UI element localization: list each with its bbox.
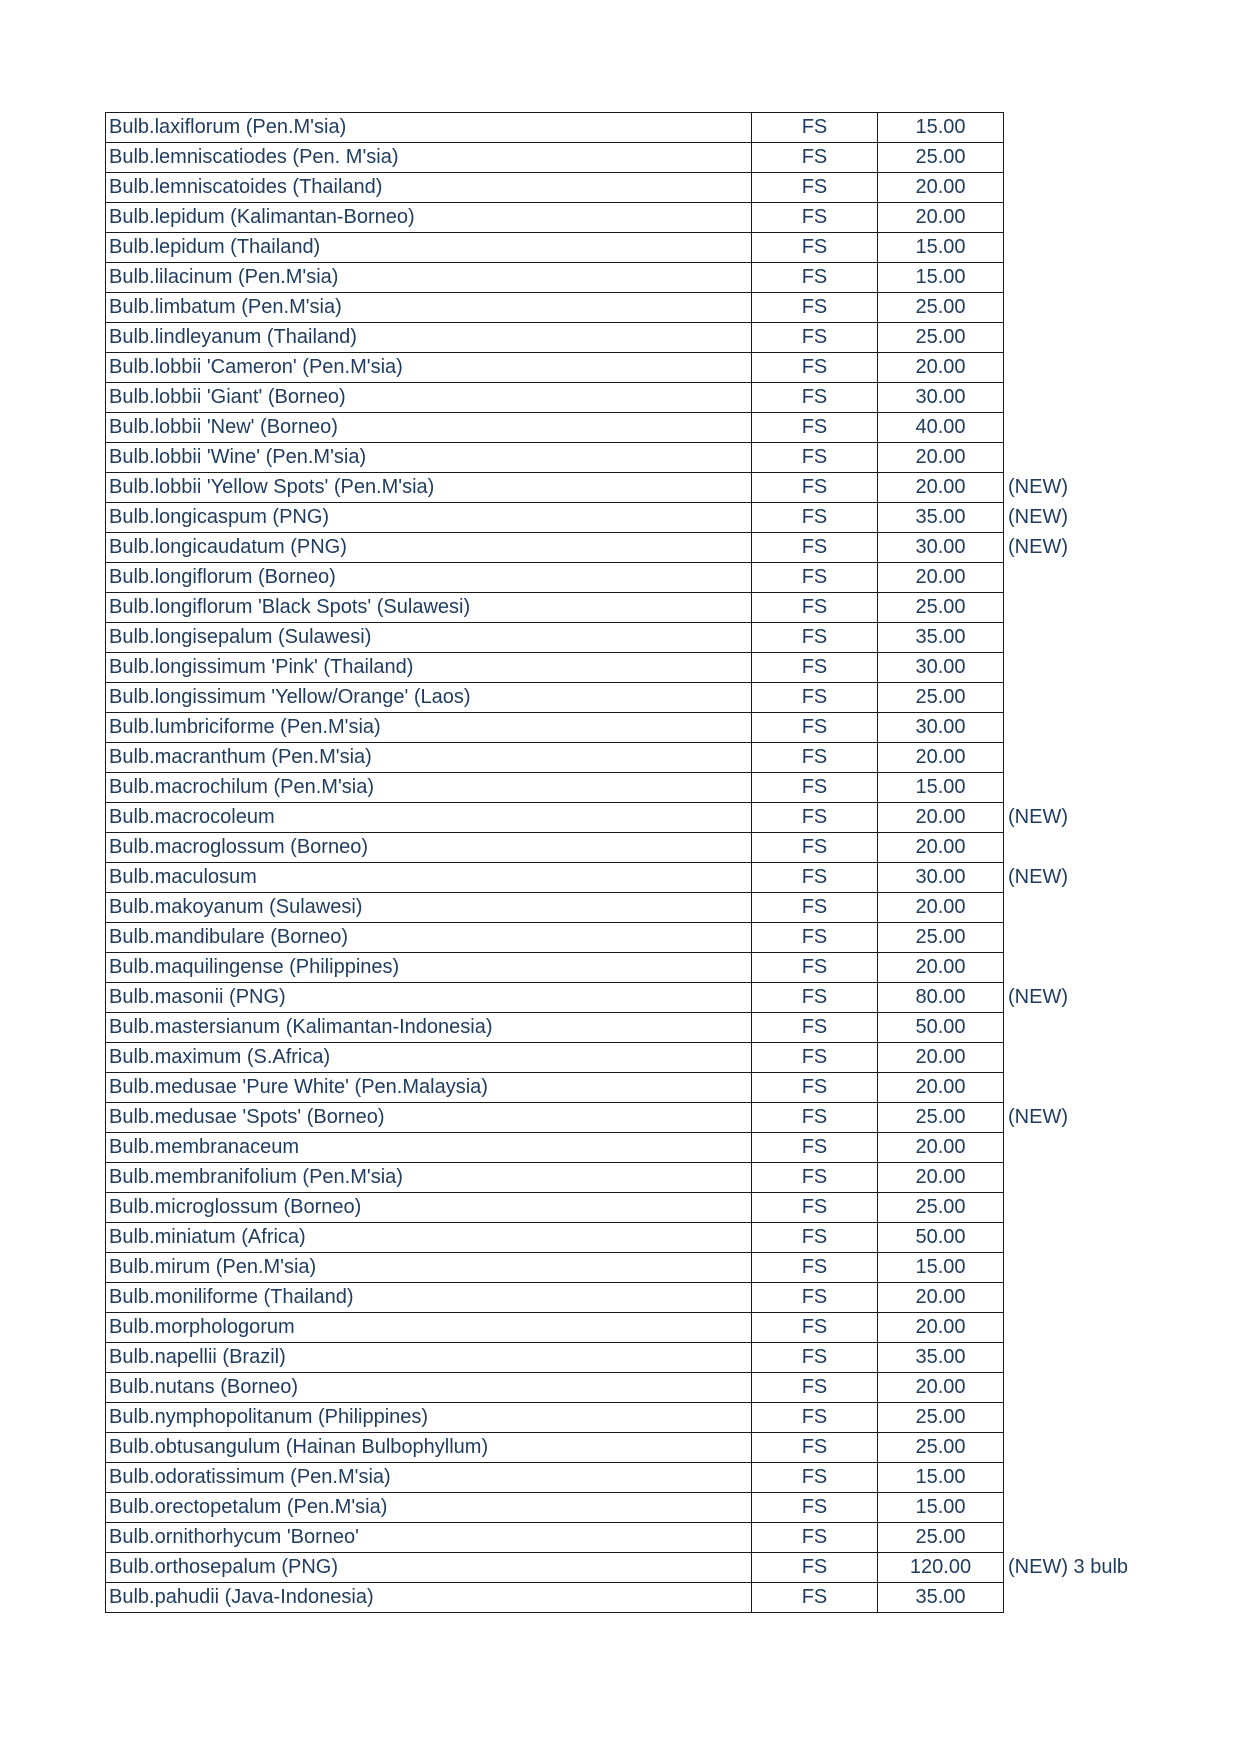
species-name-cell: Bulb.limbatum (Pen.M'sia) xyxy=(106,293,752,323)
note-cell xyxy=(1004,443,1149,473)
note-cell xyxy=(1004,563,1149,593)
table-row xyxy=(106,473,1149,503)
code-cell: FS xyxy=(752,1343,878,1373)
code-cell: FS xyxy=(752,1313,878,1343)
price-cell: 30.00 xyxy=(878,533,1004,563)
note-cell xyxy=(1004,1193,1149,1223)
note-cell xyxy=(1004,1163,1149,1193)
note-cell: (NEW) xyxy=(1008,1106,1068,1128)
species-name-cell: Bulb.longisepalum (Sulawesi) xyxy=(106,623,752,653)
species-name-cell: Bulb.macroglossum (Borneo) xyxy=(106,833,752,863)
table-row xyxy=(106,743,1149,773)
note-cell xyxy=(1004,1493,1149,1523)
price-cell: 25.00 xyxy=(878,1193,1004,1223)
code-cell: FS xyxy=(752,263,878,293)
note-cell: (NEW) 3 bulb xyxy=(1008,1556,1129,1578)
note-cell xyxy=(1004,1403,1149,1433)
species-name-cell: Bulb.lobbii 'Cameron' (Pen.M'sia) xyxy=(106,353,752,383)
note-cell xyxy=(1004,1313,1149,1343)
code-cell: FS xyxy=(752,173,878,203)
code-cell: FS xyxy=(752,533,878,563)
price-cell: 25.00 xyxy=(878,1403,1004,1433)
table-row xyxy=(106,593,1149,623)
code-cell: FS xyxy=(752,503,878,533)
price-cell: 40.00 xyxy=(878,413,1004,443)
code-cell: FS xyxy=(752,383,878,413)
price-cell: 20.00 xyxy=(878,1163,1004,1193)
table-row xyxy=(106,1403,1149,1433)
code-cell: FS xyxy=(752,1553,878,1583)
table-row xyxy=(106,803,1149,833)
note-cell xyxy=(1004,1283,1149,1313)
table-row xyxy=(106,443,1149,473)
code-cell: FS xyxy=(752,563,878,593)
code-cell: FS xyxy=(752,923,878,953)
table-row xyxy=(106,1523,1149,1553)
price-cell: 25.00 xyxy=(878,593,1004,623)
code-cell: FS xyxy=(752,1223,878,1253)
table-row xyxy=(106,1133,1149,1163)
species-name-cell: Bulb.nutans (Borneo) xyxy=(106,1373,752,1403)
code-cell: FS xyxy=(752,593,878,623)
species-name-cell: Bulb.lobbii 'Yellow Spots' (Pen.M'sia) xyxy=(106,473,752,503)
species-name-cell: Bulb.macranthum (Pen.M'sia) xyxy=(106,743,752,773)
species-name-cell: Bulb.lindleyanum (Thailand) xyxy=(106,323,752,353)
table-row xyxy=(106,893,1149,923)
price-cell: 20.00 xyxy=(878,1313,1004,1343)
code-cell: FS xyxy=(752,1373,878,1403)
table-row xyxy=(106,293,1149,323)
note-cell xyxy=(1004,1523,1149,1553)
table-row xyxy=(106,683,1149,713)
price-cell: 20.00 xyxy=(878,893,1004,923)
price-cell: 15.00 xyxy=(878,1463,1004,1493)
code-cell: FS xyxy=(752,1193,878,1223)
price-cell: 20.00 xyxy=(878,1073,1004,1103)
price-cell: 20.00 xyxy=(878,353,1004,383)
note-cell xyxy=(1004,233,1149,263)
species-name-cell: Bulb.mirum (Pen.M'sia) xyxy=(106,1253,752,1283)
table-row xyxy=(106,1043,1149,1073)
note-cell xyxy=(1004,293,1149,323)
table-row xyxy=(106,1193,1149,1223)
code-cell: FS xyxy=(752,623,878,653)
price-cell: 50.00 xyxy=(878,1223,1004,1253)
price-cell: 20.00 xyxy=(878,1373,1004,1403)
table-row xyxy=(106,953,1149,983)
code-cell: FS xyxy=(752,833,878,863)
price-cell: 80.00 xyxy=(878,983,1004,1013)
species-name-cell: Bulb.macrochilum (Pen.M'sia) xyxy=(106,773,752,803)
code-cell: FS xyxy=(752,293,878,323)
code-cell: FS xyxy=(752,1103,878,1133)
species-name-cell: Bulb.lobbii 'New' (Borneo) xyxy=(106,413,752,443)
code-cell: FS xyxy=(752,803,878,833)
price-cell: 25.00 xyxy=(878,293,1004,323)
table-row xyxy=(106,1433,1149,1463)
price-cell: 15.00 xyxy=(878,263,1004,293)
table-row xyxy=(106,1493,1149,1523)
note-cell: (NEW) xyxy=(1008,866,1068,888)
species-name-cell: Bulb.lemniscatiodes (Pen. M'sia) xyxy=(106,143,752,173)
price-cell: 25.00 xyxy=(878,323,1004,353)
species-name-cell: Bulb.laxiflorum (Pen.M'sia) xyxy=(106,113,752,143)
note-cell xyxy=(1004,1373,1149,1403)
species-name-cell: Bulb.makoyanum (Sulawesi) xyxy=(106,893,752,923)
note-cell xyxy=(1004,263,1149,293)
code-cell: FS xyxy=(752,1043,878,1073)
species-name-cell: Bulb.morphologorum xyxy=(106,1313,752,1343)
species-name-cell: Bulb.obtusangulum (Hainan Bulbophyllum) xyxy=(106,1433,752,1463)
price-cell: 25.00 xyxy=(878,683,1004,713)
note-cell xyxy=(1004,1583,1149,1613)
species-name-cell: Bulb.lobbii 'Wine' (Pen.M'sia) xyxy=(106,443,752,473)
price-cell: 50.00 xyxy=(878,1013,1004,1043)
code-cell: FS xyxy=(752,773,878,803)
price-cell: 25.00 xyxy=(878,1523,1004,1553)
price-cell: 20.00 xyxy=(878,173,1004,203)
table-row xyxy=(106,713,1149,743)
code-cell: FS xyxy=(752,233,878,263)
code-cell: FS xyxy=(752,443,878,473)
note-cell xyxy=(1004,953,1149,983)
price-cell: 20.00 xyxy=(878,1283,1004,1313)
price-cell: 20.00 xyxy=(878,833,1004,863)
species-name-cell: Bulb.lepidum (Kalimantan-Borneo) xyxy=(106,203,752,233)
species-name-cell: Bulb.ornithorhycum 'Borneo' xyxy=(106,1523,752,1553)
note-cell xyxy=(1004,893,1149,923)
code-cell: FS xyxy=(752,1253,878,1283)
note-cell xyxy=(1004,1073,1149,1103)
price-cell: 120.00 xyxy=(878,1553,1004,1583)
code-cell: FS xyxy=(752,683,878,713)
table-row xyxy=(106,323,1149,353)
table-row xyxy=(106,1553,1149,1583)
table-row xyxy=(106,833,1149,863)
code-cell: FS xyxy=(752,1013,878,1043)
table-row xyxy=(106,233,1149,263)
price-cell: 25.00 xyxy=(878,1103,1004,1133)
note-cell xyxy=(1004,383,1149,413)
price-cell: 25.00 xyxy=(878,923,1004,953)
price-cell: 20.00 xyxy=(878,1043,1004,1073)
code-cell: FS xyxy=(752,353,878,383)
table-row xyxy=(106,113,1149,143)
code-cell: FS xyxy=(752,1463,878,1493)
note-cell: (NEW) xyxy=(1008,986,1068,1008)
species-name-cell: Bulb.longiflorum 'Black Spots' (Sulawesi) xyxy=(106,593,752,623)
species-name-cell: Bulb.longissimum 'Yellow/Orange' (Laos) xyxy=(106,683,752,713)
species-name-cell: Bulb.longissimum 'Pink' (Thailand) xyxy=(106,653,752,683)
table-row xyxy=(106,1373,1149,1403)
species-name-cell: Bulb.pahudii (Java-Indonesia) xyxy=(106,1583,752,1613)
price-cell: 25.00 xyxy=(878,143,1004,173)
species-name-cell: Bulb.longicaudatum (PNG) xyxy=(106,533,752,563)
species-name-cell: Bulb.microglossum (Borneo) xyxy=(106,1193,752,1223)
note-cell xyxy=(1004,173,1149,203)
price-cell: 20.00 xyxy=(878,473,1004,503)
species-name-cell: Bulb.membranifolium (Pen.M'sia) xyxy=(106,1163,752,1193)
price-cell: 35.00 xyxy=(878,1583,1004,1613)
species-name-cell: Bulb.macrocoleum xyxy=(106,803,752,833)
species-name-cell: Bulb.longicaspum (PNG) xyxy=(106,503,752,533)
price-cell: 20.00 xyxy=(878,1133,1004,1163)
table-row xyxy=(106,773,1149,803)
price-list-table xyxy=(105,112,1149,1613)
price-list-body xyxy=(106,113,1149,1613)
note-cell: (NEW) xyxy=(1008,806,1068,828)
note-cell xyxy=(1004,1223,1149,1253)
code-cell: FS xyxy=(752,113,878,143)
note-cell xyxy=(1004,593,1149,623)
note-cell xyxy=(1004,1253,1149,1283)
note-cell xyxy=(1004,1043,1149,1073)
note-cell xyxy=(1004,773,1149,803)
species-name-cell: Bulb.orthosepalum (PNG) xyxy=(106,1553,752,1583)
table-row xyxy=(106,983,1149,1013)
code-cell: FS xyxy=(752,1493,878,1523)
table-row xyxy=(106,263,1149,293)
table-row xyxy=(106,623,1149,653)
note-cell xyxy=(1004,923,1149,953)
table-row xyxy=(106,563,1149,593)
code-cell: FS xyxy=(752,323,878,353)
note-cell: (NEW) xyxy=(1008,476,1068,498)
species-name-cell: Bulb.nymphopolitanum (Philippines) xyxy=(106,1403,752,1433)
code-cell: FS xyxy=(752,1133,878,1163)
table-row xyxy=(106,353,1149,383)
code-cell: FS xyxy=(752,1583,878,1613)
code-cell: FS xyxy=(752,653,878,683)
price-list-sheet xyxy=(105,112,1149,1613)
code-cell: FS xyxy=(752,1403,878,1433)
code-cell: FS xyxy=(752,1523,878,1553)
price-cell: 30.00 xyxy=(878,863,1004,893)
note-cell xyxy=(1004,353,1149,383)
species-name-cell: Bulb.maculosum xyxy=(106,863,752,893)
code-cell: FS xyxy=(752,893,878,923)
species-name-cell: Bulb.medusae 'Spots' (Borneo) xyxy=(106,1103,752,1133)
price-cell: 35.00 xyxy=(878,503,1004,533)
note-cell xyxy=(1004,743,1149,773)
table-row xyxy=(106,1013,1149,1043)
code-cell: FS xyxy=(752,863,878,893)
price-cell: 20.00 xyxy=(878,443,1004,473)
note-cell xyxy=(1004,833,1149,863)
code-cell: FS xyxy=(752,743,878,773)
table-row xyxy=(106,143,1149,173)
table-row xyxy=(106,1283,1149,1313)
note-cell xyxy=(1004,683,1149,713)
note-cell xyxy=(1004,113,1149,143)
species-name-cell: Bulb.lumbriciforme (Pen.M'sia) xyxy=(106,713,752,743)
note-cell xyxy=(1004,413,1149,443)
table-row xyxy=(106,203,1149,233)
price-cell: 25.00 xyxy=(878,1433,1004,1463)
table-row xyxy=(106,923,1149,953)
price-cell: 35.00 xyxy=(878,623,1004,653)
note-cell xyxy=(1004,623,1149,653)
code-cell: FS xyxy=(752,413,878,443)
species-name-cell: Bulb.maximum (S.Africa) xyxy=(106,1043,752,1073)
note-cell xyxy=(1004,323,1149,353)
note-cell xyxy=(1004,653,1149,683)
code-cell: FS xyxy=(752,473,878,503)
species-name-cell: Bulb.lemniscatoides (Thailand) xyxy=(106,173,752,203)
price-cell: 15.00 xyxy=(878,1253,1004,1283)
code-cell: FS xyxy=(752,1283,878,1313)
species-name-cell: Bulb.medusae 'Pure White' (Pen.Malaysia) xyxy=(106,1073,752,1103)
note-cell xyxy=(1004,713,1149,743)
code-cell: FS xyxy=(752,1163,878,1193)
note-cell xyxy=(1004,1133,1149,1163)
price-cell: 30.00 xyxy=(878,713,1004,743)
table-row xyxy=(106,1073,1149,1103)
table-row xyxy=(106,863,1149,893)
species-name-cell: Bulb.masonii (PNG) xyxy=(106,983,752,1013)
table-row xyxy=(106,383,1149,413)
price-cell: 15.00 xyxy=(878,233,1004,263)
table-row xyxy=(106,1343,1149,1373)
code-cell: FS xyxy=(752,203,878,233)
table-row xyxy=(106,1463,1149,1493)
table-row xyxy=(106,1103,1149,1133)
species-name-cell: Bulb.maquilingense (Philippines) xyxy=(106,953,752,983)
species-name-cell: Bulb.miniatum (Africa) xyxy=(106,1223,752,1253)
code-cell: FS xyxy=(752,953,878,983)
table-row xyxy=(106,1583,1149,1613)
table-row xyxy=(106,413,1149,443)
note-cell: (NEW) xyxy=(1008,536,1068,558)
table-row xyxy=(106,653,1149,683)
species-name-cell: Bulb.orectopetalum (Pen.M'sia) xyxy=(106,1493,752,1523)
note-cell xyxy=(1004,1013,1149,1043)
code-cell: FS xyxy=(752,1073,878,1103)
table-row xyxy=(106,533,1149,563)
table-row xyxy=(106,1163,1149,1193)
price-cell: 30.00 xyxy=(878,653,1004,683)
price-cell: 15.00 xyxy=(878,113,1004,143)
species-name-cell: Bulb.mastersianum (Kalimantan-Indonesia) xyxy=(106,1013,752,1043)
table-row xyxy=(106,1223,1149,1253)
table-row xyxy=(106,503,1149,533)
note-cell xyxy=(1004,1343,1149,1373)
code-cell: FS xyxy=(752,143,878,173)
price-cell: 35.00 xyxy=(878,1343,1004,1373)
price-cell: 15.00 xyxy=(878,773,1004,803)
species-name-cell: Bulb.lepidum (Thailand) xyxy=(106,233,752,263)
price-cell: 15.00 xyxy=(878,1493,1004,1523)
table-row xyxy=(106,1313,1149,1343)
price-cell: 20.00 xyxy=(878,743,1004,773)
note-cell: (NEW) xyxy=(1008,506,1068,528)
note-cell xyxy=(1004,1433,1149,1463)
code-cell: FS xyxy=(752,713,878,743)
code-cell: FS xyxy=(752,983,878,1013)
table-row xyxy=(106,1253,1149,1283)
price-cell: 20.00 xyxy=(878,803,1004,833)
note-cell xyxy=(1004,1463,1149,1493)
species-name-cell: Bulb.napellii (Brazil) xyxy=(106,1343,752,1373)
species-name-cell: Bulb.moniliforme (Thailand) xyxy=(106,1283,752,1313)
code-cell: FS xyxy=(752,1433,878,1463)
species-name-cell: Bulb.lilacinum (Pen.M'sia) xyxy=(106,263,752,293)
price-cell: 30.00 xyxy=(878,383,1004,413)
price-cell: 20.00 xyxy=(878,203,1004,233)
price-cell: 20.00 xyxy=(878,953,1004,983)
species-name-cell: Bulb.longiflorum (Borneo) xyxy=(106,563,752,593)
note-cell xyxy=(1004,203,1149,233)
note-cell xyxy=(1004,143,1149,173)
table-row xyxy=(106,173,1149,203)
species-name-cell: Bulb.membranaceum xyxy=(106,1133,752,1163)
price-cell: 20.00 xyxy=(878,563,1004,593)
species-name-cell: Bulb.lobbii 'Giant' (Borneo) xyxy=(106,383,752,413)
species-name-cell: Bulb.odoratissimum (Pen.M'sia) xyxy=(106,1463,752,1493)
species-name-cell: Bulb.mandibulare (Borneo) xyxy=(106,923,752,953)
